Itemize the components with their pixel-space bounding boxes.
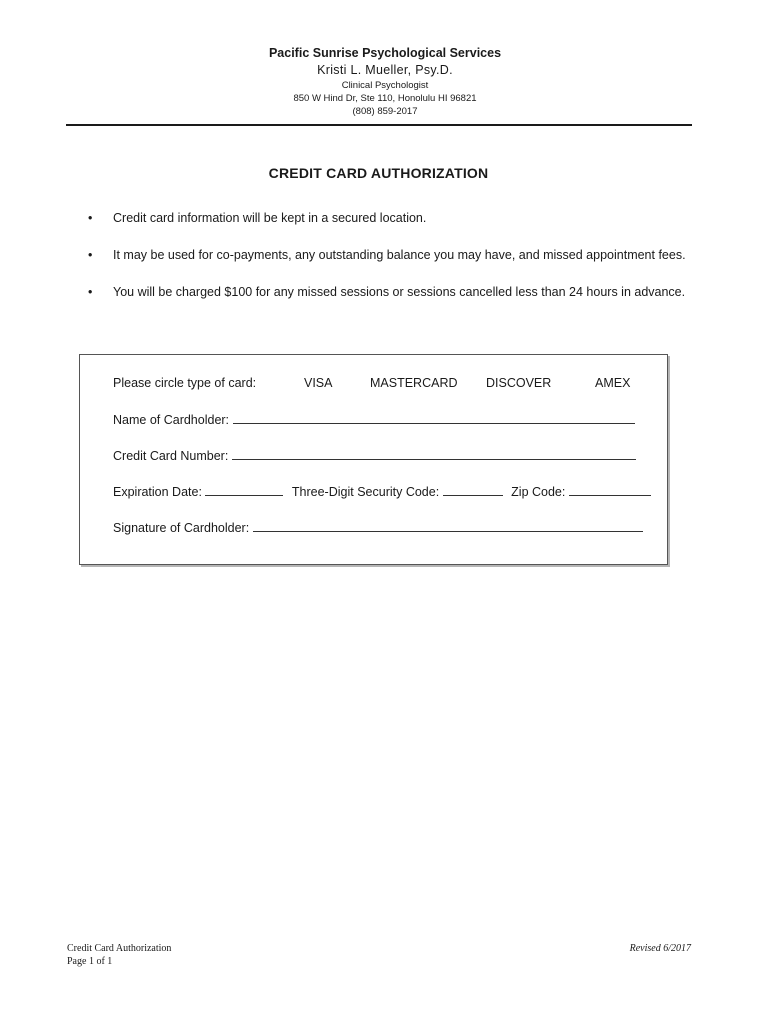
policy-item-text: Credit card information will be kept in a secured location.: [113, 211, 427, 225]
header-divider: [66, 124, 692, 126]
bullet-icon: •: [88, 248, 93, 262]
cardholder-name-row: [113, 411, 635, 429]
cardholder-name-field[interactable]: [233, 411, 635, 424]
expiration-field[interactable]: [205, 483, 283, 496]
letterhead: [0, 44, 770, 118]
card-number-row: [113, 447, 636, 465]
policy-item: [88, 284, 708, 301]
bullet-icon: •: [88, 285, 93, 299]
office-phone: (808) 859-2017: [352, 106, 418, 117]
card-number-field[interactable]: [232, 447, 636, 460]
signature-field[interactable]: [253, 519, 643, 532]
card-type-label: Please circle type of card:: [113, 376, 257, 390]
policy-item-text: You will be charged $100 for any missed sessions or sessions cancelled less than 24 hours in advance.: [113, 285, 686, 299]
card-authorization-form: [79, 354, 668, 565]
doctor-name: Kristi L. Mueller, Psy.D.: [317, 63, 453, 77]
footer-document-name: Credit Card Authorization: [67, 943, 172, 954]
zip-code-field[interactable]: [569, 483, 651, 496]
zip-code-label: Zip Code:: [511, 485, 566, 499]
card-number-label: Credit Card Number:: [113, 449, 229, 463]
card-type-mastercard[interactable]: MASTERCARD: [370, 376, 458, 390]
security-code-label: Three-Digit Security Code:: [291, 485, 440, 499]
office-address: 850 W Hind Dr, Ste 110, Honolulu HI 96821: [293, 93, 477, 104]
card-type-amex[interactable]: AMEX: [595, 376, 631, 390]
card-type-discover[interactable]: DISCOVER: [486, 376, 552, 390]
expiration-row: [113, 483, 651, 501]
footer-left: [67, 942, 171, 968]
card-type-visa[interactable]: VISA: [304, 376, 333, 390]
organization-name: Pacific Sunrise Psychological Services: [268, 46, 502, 60]
signature-row: [113, 519, 643, 537]
signature-label: Signature of Cardholder:: [113, 521, 250, 535]
policy-item: [88, 247, 708, 264]
footer-revision: Revised 6/2017: [629, 943, 691, 954]
expiration-label: Expiration Date:: [113, 485, 202, 499]
document-title: CREDIT CARD AUTHORIZATION: [268, 165, 489, 181]
bullet-icon: •: [88, 211, 93, 225]
cardholder-name-label: Name of Cardholder:: [113, 413, 230, 427]
doctor-role: Clinical Psychologist: [341, 80, 429, 91]
policy-list: [88, 210, 708, 321]
security-code-field[interactable]: [443, 483, 503, 496]
footer-page-number: Page 1 of 1: [67, 956, 113, 967]
policy-item-text: It may be used for co-payments, any outstanding balance you may have, and missed appointment fees.: [113, 248, 686, 262]
policy-item: [88, 210, 708, 227]
